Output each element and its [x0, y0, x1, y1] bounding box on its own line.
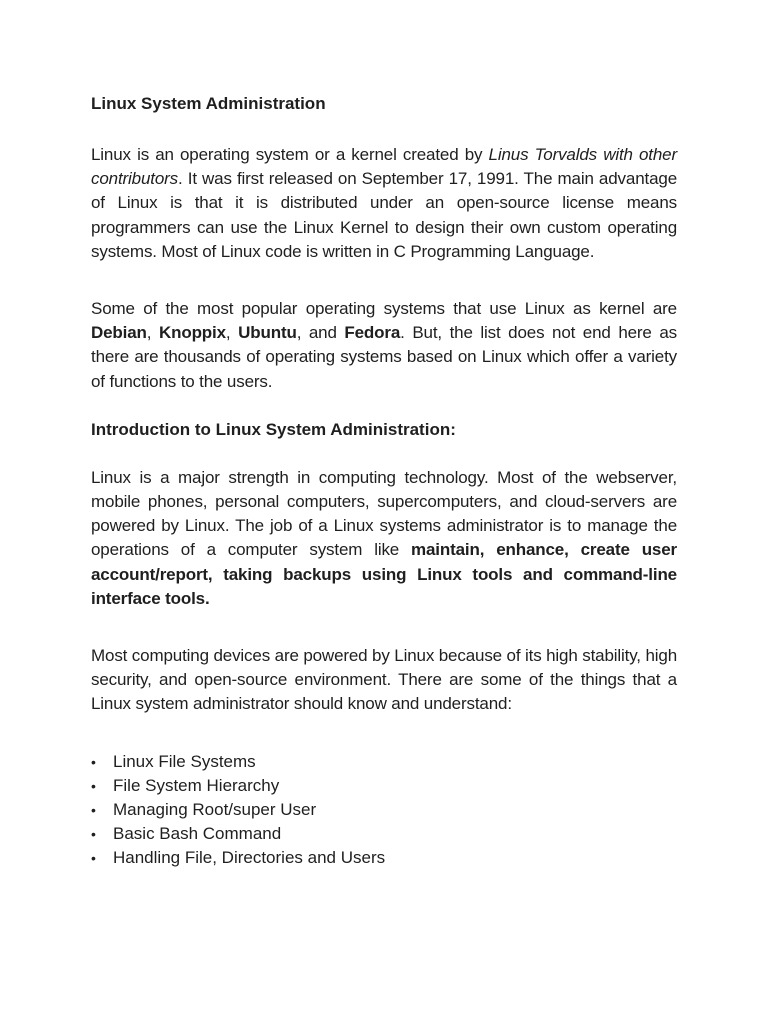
- list-item-text: Basic Bash Command: [113, 824, 282, 844]
- os-separator-2: ,: [225, 323, 239, 343]
- list-item-text: Linux File Systems: [113, 751, 256, 771]
- topics-list: [91, 750, 677, 871]
- paragraph-admin-role-text: Linux is a major strength in computing technology. Most of the webserver, mobile phones, personal computers, supercomputers, and cloud-servers are powered by Linux. The job of a Linux systems administrator is to manage the operations of a computer system like: [91, 467, 677, 560]
- bullet-icon: •: [91, 850, 96, 867]
- list-item-text: File System Hierarchy: [113, 775, 280, 795]
- list-item-text: Handling File, Directories and Users: [113, 848, 386, 868]
- bullet-icon: •: [91, 802, 96, 819]
- list-item: [91, 774, 677, 798]
- list-item-text: Managing Root/super User: [113, 800, 317, 820]
- paragraph-admin-role: [91, 466, 677, 611]
- paragraph-intro-text-1: Linux is an operating system or a kernel created by: [91, 145, 489, 164]
- list-item: [91, 846, 677, 870]
- bullet-icon: •: [91, 753, 96, 770]
- paragraph-popular-os-text-1: Some of the most popular operating systems that use Linux as kernel are: [91, 299, 677, 319]
- bullet-icon: •: [91, 777, 96, 794]
- os-debian: Debian: [91, 323, 147, 343]
- paragraph-intro-italic: Linus Torvalds with other contributors: [91, 145, 677, 189]
- paragraph-things-to-know: Most computing devices are powered by Linux because of its high stability, high security, and open-source environment. There are some of the things that a Linux system administrator should know and understand:: [91, 646, 677, 714]
- os-knoppix: Knoppix: [158, 323, 226, 343]
- section-heading-introduction: Introduction to Linux System Administration:: [91, 419, 456, 439]
- list-item: [91, 822, 677, 846]
- os-separator-1: ,: [146, 323, 159, 343]
- list-item: [91, 798, 677, 822]
- document-title: Linux System Administration: [91, 94, 326, 113]
- paragraph-popular-os: [91, 297, 677, 394]
- list-item: [91, 750, 677, 774]
- paragraph-intro: [91, 143, 677, 264]
- os-fedora: Fedora: [344, 323, 401, 343]
- os-separator-3: , and: [296, 323, 345, 343]
- bullet-icon: •: [91, 826, 96, 843]
- paragraph-popular-os-text-2: . But, the list does not end here as there are thousands of operating systems based on Linux which offer a variety of functions to the users.: [91, 323, 677, 391]
- paragraph-intro-text-2: . It was first released on September 17, 1991. The main advantage of Linux is that it is distributed under an open-source license means programmers can use the Linux Kernel to design their own custom operating systems. Most of Linux code is written in C Programming Language.: [91, 169, 677, 261]
- paragraph-admin-role-bold: maintain, enhance, create user account/report, taking backups using Linux tools and command-line interface tools.: [91, 540, 677, 608]
- os-ubuntu: Ubuntu: [238, 323, 297, 343]
- document-page: [91, 92, 677, 871]
